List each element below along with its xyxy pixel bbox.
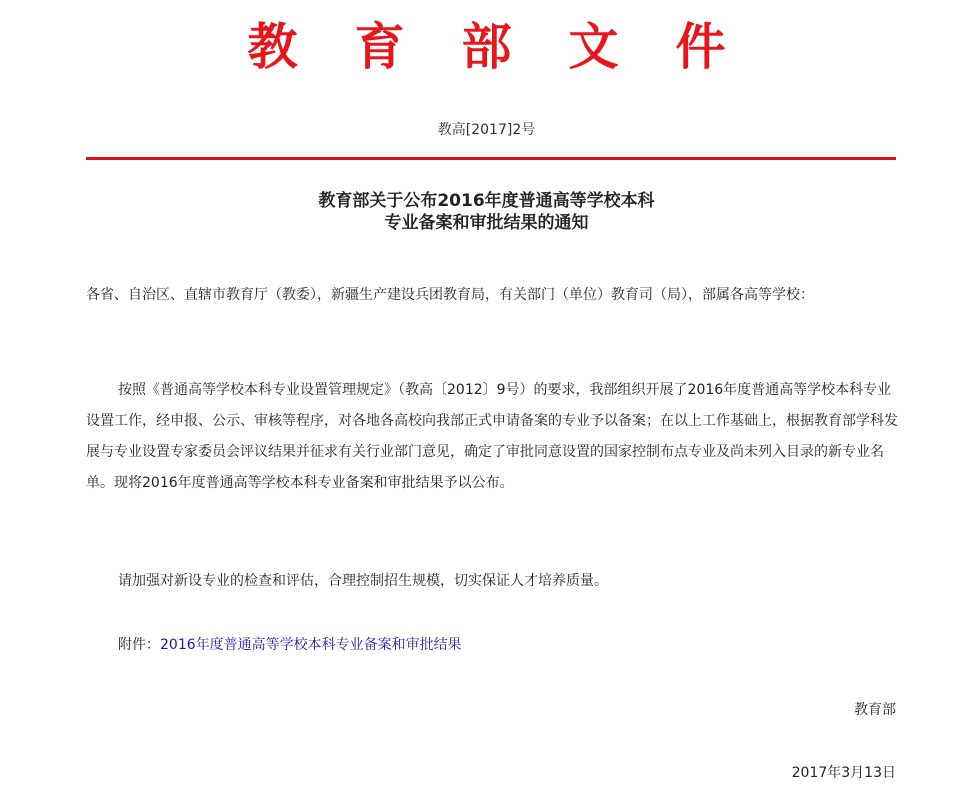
issue-date: 2017年3月13日 bbox=[791, 765, 896, 781]
document-title bbox=[0, 190, 973, 234]
attachment-label: 附件： bbox=[118, 637, 160, 653]
attachment-link[interactable]: 2016年度普通高等学校本科专业备案和审批结果 bbox=[160, 637, 462, 653]
masthead-char: 文 bbox=[568, 17, 619, 76]
title-line-1: 教育部关于公布2016年度普通高等学校本科 bbox=[318, 191, 655, 211]
body-paragraph-2: 请加强对新设专业的检查和评估，合理控制招生规模，切实保证人才培养质量。 bbox=[118, 573, 608, 589]
body-paragraph-1: 按照《普通高等学校本科专业设置管理规定》（教高〔2012〕9号）的要求，我部组织开展了2016年度普通高等学校本科专业设置工作，经申报、公示、审核等程序，对各地各高校向我部正式申请备案的专业予以备案；在以上工作基础上，根据教育部学科发展与专业设置专家委员会评议结果并征求有关行业部门意见，确定了审批同意设置的国家控制布点专业及尚未列入目录的新专业名单。现将2016年度普通高等学校本科专业备案和审批结果予以公布。 bbox=[86, 382, 898, 491]
masthead-char: 部 bbox=[461, 17, 512, 76]
issuer-signature: 教育部 bbox=[854, 702, 896, 718]
salutation: 各省、自治区、直辖市教育厅（教委），新疆生产建设兵团教育局，有关部门（单位）教育司（局），部属各高等学校： bbox=[86, 287, 814, 303]
masthead-char: 教 bbox=[247, 17, 298, 76]
masthead-char: 件 bbox=[675, 17, 726, 76]
document-number: 教高[2017]2号 bbox=[437, 122, 536, 138]
header-divider bbox=[86, 157, 896, 160]
title-line-2: 专业备案和审批结果的通知 bbox=[384, 213, 589, 233]
attachment bbox=[118, 634, 462, 656]
masthead-char: 育 bbox=[354, 17, 405, 76]
masthead bbox=[0, 12, 973, 82]
